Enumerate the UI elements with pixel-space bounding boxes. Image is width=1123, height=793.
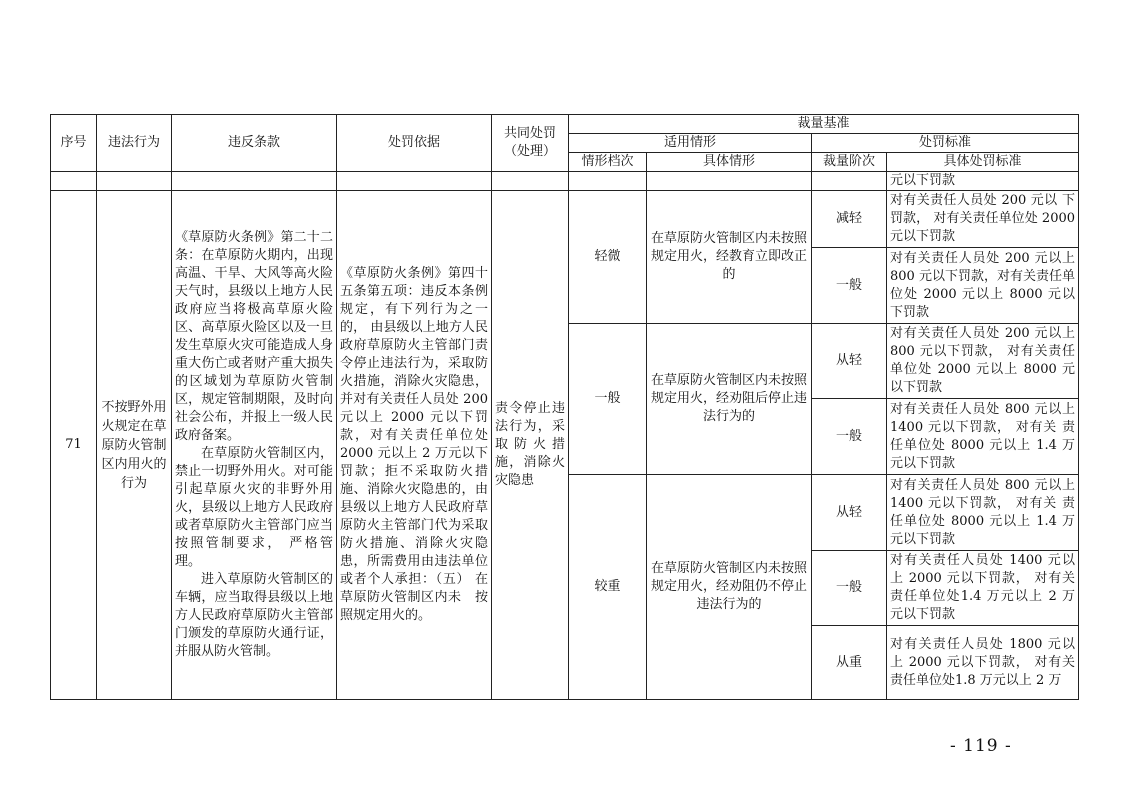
header-level: 情形档次: [569, 153, 647, 172]
situation-minor: 在草原防火管制区内未按照规定用火，经教育立即改正的: [647, 191, 812, 324]
carry-cell-empty: [97, 172, 172, 191]
clause-paragraph: 在草原防火管制区内，禁止一切野外用火。对可能引起草原火灾的非野外用火，县级以上地方人民政府或者草原防火主管部门应当按照管制要求， 严格管理。: [175, 446, 333, 569]
penalty-benchmark-table: [50, 114, 1079, 700]
carry-cell-empty: [492, 172, 569, 191]
stage-cell: 从轻: [812, 324, 887, 399]
level-general: 一般: [569, 324, 647, 475]
row-clause: [172, 191, 337, 700]
standard-cell: 对有关责任人员处 200 元以上 800 元以下罚款，对有关责任单位处 2000 元以上 8000 元以下罚款: [887, 248, 1079, 324]
stage-cell: 减轻: [812, 191, 887, 248]
header-basis: 处罚依据: [337, 115, 492, 172]
carry-cell-empty: [337, 172, 492, 191]
header-specific-standard: 具体处罚标准: [887, 153, 1079, 172]
stage-cell: 从轻: [812, 475, 887, 551]
header-clause: 违反条款: [172, 115, 337, 172]
stage-cell: 一般: [812, 551, 887, 626]
header-seq: 序号: [51, 115, 97, 172]
carry-cell-empty: [812, 172, 887, 191]
standard-cell: 对有关责任人员处 200 元以上 800 元以下罚款， 对有关责任单位处 2000 元以上 8000 元以下罚款: [887, 324, 1079, 399]
page-number: - 119 -: [950, 736, 1012, 756]
carry-over-text: 元以下罚款: [887, 172, 1079, 191]
header-specific: 具体情形: [647, 153, 812, 172]
row-seq: 71: [51, 191, 97, 700]
stage-cell: 一般: [812, 248, 887, 324]
header-joint: 共同处罚（处理）: [492, 115, 569, 172]
header-behavior: 违法行为: [97, 115, 172, 172]
header-applicable: 适用情形: [569, 134, 812, 153]
standard-cell: 对有关责任人员处 1400 元以 上 2000 元以下罚款， 对有关责任单位处1.4 万元以上 2 万 元以下罚款: [887, 551, 1079, 626]
stage-cell: 一般: [812, 399, 887, 475]
standard-cell: 对有关责任人员处 1800 元以 上 2000 元以下罚款， 对有关 责任单位处1.8 万元以上 2 万: [887, 626, 1079, 700]
clause-paragraph: 进入草原防火管制区的车辆，应当取得县级以上地方人民政府草原防火主管部门颁发的草原防火通行证，并服从防火管制。: [175, 572, 333, 659]
carry-cell-empty: [647, 172, 812, 191]
standard-cell: 对有关责任人员处 800 元以上 1400 元以下罚款， 对有关 责任单位处 8000 元以上 1.4 万元以下罚款: [887, 475, 1079, 551]
level-serious: 较重: [569, 475, 647, 700]
header-benchmark: 裁量基准: [569, 115, 1079, 134]
situation-general: 在草原防火管制区内未按照规定用火，经劝阻后停止违法行为的: [647, 324, 812, 475]
situation-serious: 在草原防火管制区内未按照规定用火，经劝阻仍不停止违法行为的: [647, 475, 812, 700]
row-behavior: 不按野外用火规定在草原防火管制区内用火的行为: [97, 191, 172, 700]
standard-cell: 对有关责任人员处 200 元以 下罚款， 对有关责任单位处 2000 元以下罚款: [887, 191, 1079, 248]
carry-cell-empty: [569, 172, 647, 191]
header-penalty-standard: 处罚标准: [812, 134, 1079, 153]
level-minor: 轻微: [569, 191, 647, 324]
row-joint-penalty: 责令停止违法行为，采取防火措施，消除火灾隐患: [492, 191, 569, 700]
clause-paragraph: 《草原防火条例》第二十二条：在草原防火期内，出现高温、干旱、大风等高火险天气时，县级以上地方人民政府应当将极高草原火险区、高草原火险区以及一旦发生草原火灾可能造成人身重大伤亡或者财产重大损失的区域划为草原防火管制区，规定管制期限，及时向社会公布，并报上一级人民政府备案。: [175, 230, 333, 443]
carry-cell-empty: [172, 172, 337, 191]
carry-cell-empty: [51, 172, 97, 191]
stage-cell: 从重: [812, 626, 887, 700]
row-basis: 《草原防火条例》第四十五条第五项：违反本条例规定，有下列行为之一的， 由县级以上地方人民政府草原防火主管部门责令停止违法行为，采取防火措施，消除火灾隐患， 并对有关责任人员处 200 元以上 2000 元以下罚款，对有关责任单位处 2000 元以上 2 万元以下罚款；拒不采取防火措施、消除火灾隐患的，由县级以上地方人民政府草原防火主管部门代为采取防火措施、消除火灾隐患，所需费用由违法单位或者个人承担：（五） 在草原防火管制区内未 按照规定用火的。: [337, 191, 492, 700]
header-stage: 裁量阶次: [812, 153, 887, 172]
standard-cell: 对有关责任人员处 800 元以上 1400 元以下罚款， 对有关 责任单位处 8000 元以上 1.4 万元以下罚款: [887, 399, 1079, 475]
